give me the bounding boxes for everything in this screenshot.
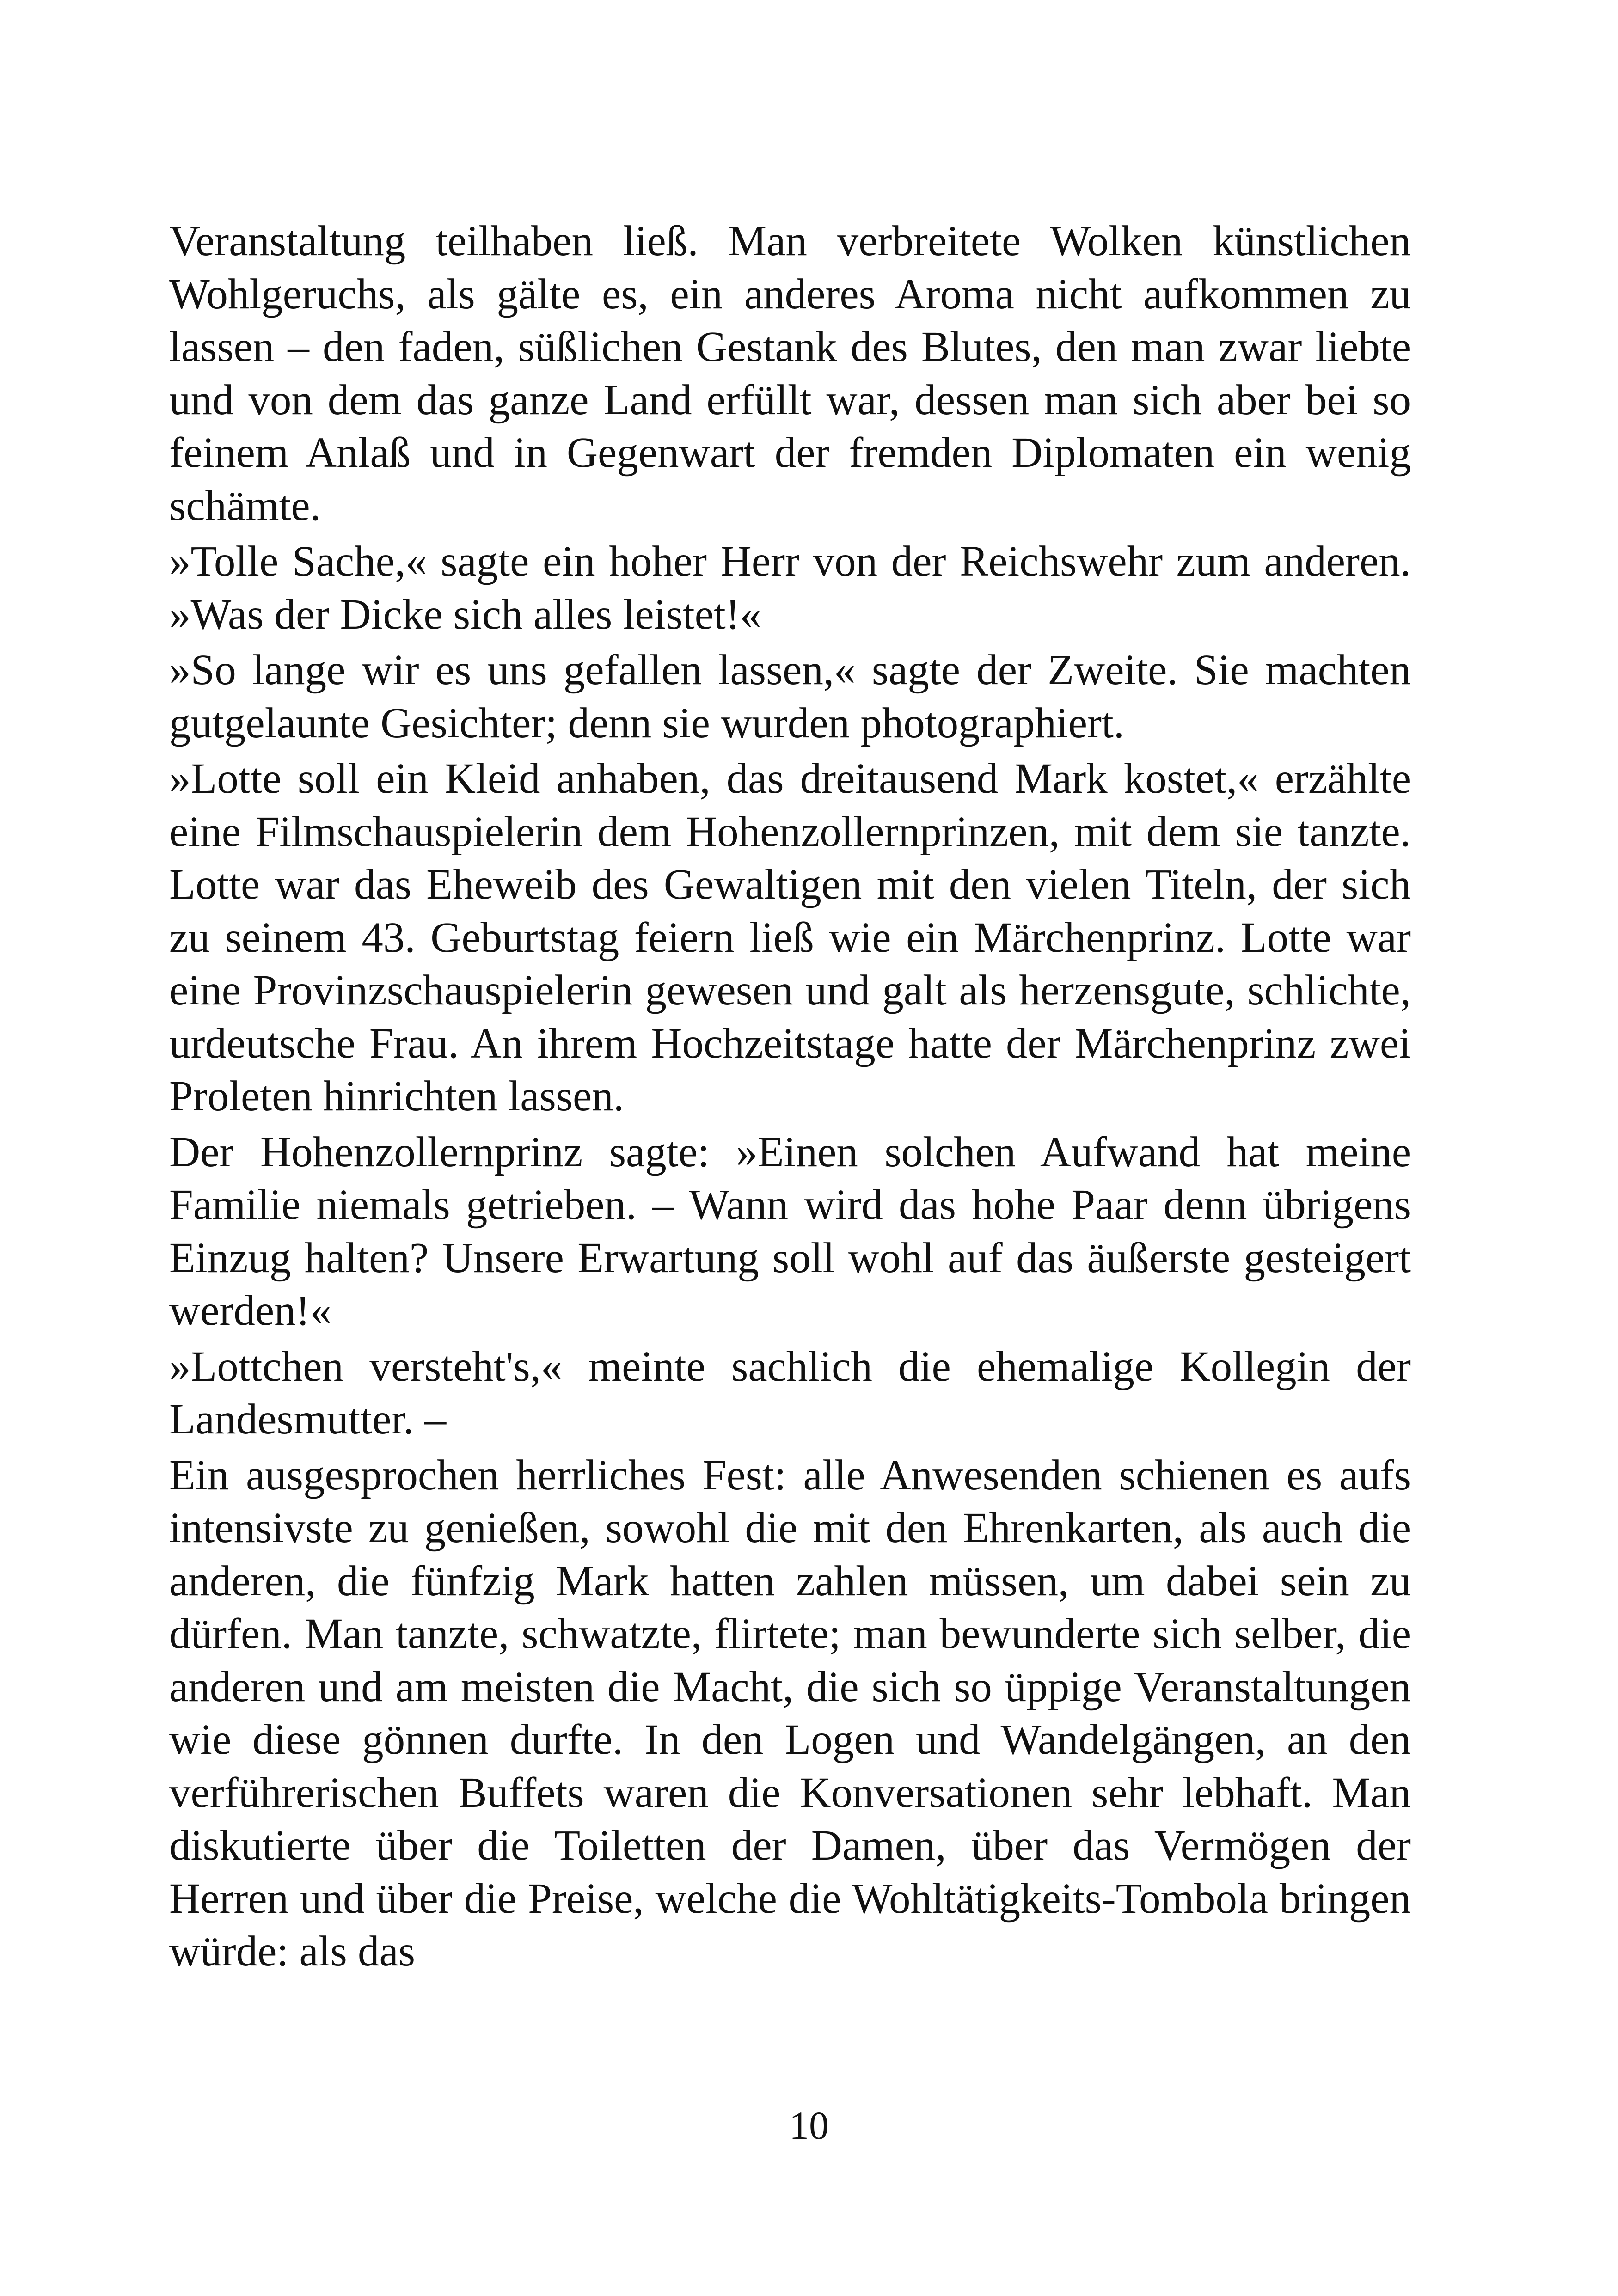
paragraph-hohenzollern-prince: Der Hohenzollernprinz sagte: »Einen solchen Aufwand hat meine Familie niemals getrieben. – Wann wird das hohe Paar denn übrigens Einzug halten? Unsere Erwartung soll wohl auf das äußerste gesteigert werden!« [169,1128,1411,1335]
paragraph-reichswehr-quote: »Tolle Sache,« sagte ein hoher Herr von der Reichswehr zum anderen. »Was der Dicke sich alles leistet!« [169,538,1411,638]
paragraph-lottchen: »Lottchen versteht's,« meinte sachlich die ehemalige Kollegin der Landesmutter. – [169,1342,1411,1443]
paragraph-second-officer: »So lange wir es uns gefallen lassen,« sagte der Zweite. Sie machten gutgelaunte Gesichter; denn sie wurden photographiert. [169,646,1411,747]
page-number: 10 [789,2103,829,2148]
paragraph-perfume: Veranstaltung teilhaben ließ. Man verbreitete Wolken künstlichen Wohlgeruchs, als gälte es, ein anderes Aroma nicht aufkommen zu lassen – den faden, süßlichen Gestank des Blutes, den man zwar liebte und von dem das ganze Land erfüllt war, dessen man sich aber bei so feinem Anlaß und in Gegenwart der fremden Diplomaten ein wenig schämte. [169,217,1411,530]
paragraph-lotte-dress: »Lotte soll ein Kleid anhaben, das dreitausend Mark kostet,« erzählte eine Filmschauspielerin dem Hohenzollernprinzen, mit dem sie tanzte. Lotte war das Eheweib des Gewaltigen mit den vielen Titeln, der sich zu seinem 43. Geburtstag feiern ließ wie ein Märchenprinz. Lotte war eine Provinzschauspielerin gewesen und galt als herzensgute, schlichte, urdeutsche Frau. An ihrem Hochzeitstage hatte der Märchenprinz zwei Proleten hinrichten lassen. [169,755,1411,1120]
body-text [169,215,1411,1978]
paragraph-festival: Ein ausgesprochen herrliches Fest: alle Anwesenden schienen es aufs intensivste zu genießen, sowohl die mit den Ehrenkarten, als auch die anderen, die fünfzig Mark hatten zahlen müssen, um dabei sein zu dürfen. Man tanzte, schwatzte, flirtete; man bewunderte sich selber, die anderen und am meisten die Macht, die sich so üppige Veranstaltungen wie diese gönnen durfte. In den Logen und Wandelgängen, an den verführerischen Buffets waren die Konversationen sehr lebhaft. Man diskutierte über die Toiletten der Damen, über das Vermögen der Herren und über die Preise, welche die Wohltätigkeits-Tombola bringen würde: als das [169,1451,1411,1975]
